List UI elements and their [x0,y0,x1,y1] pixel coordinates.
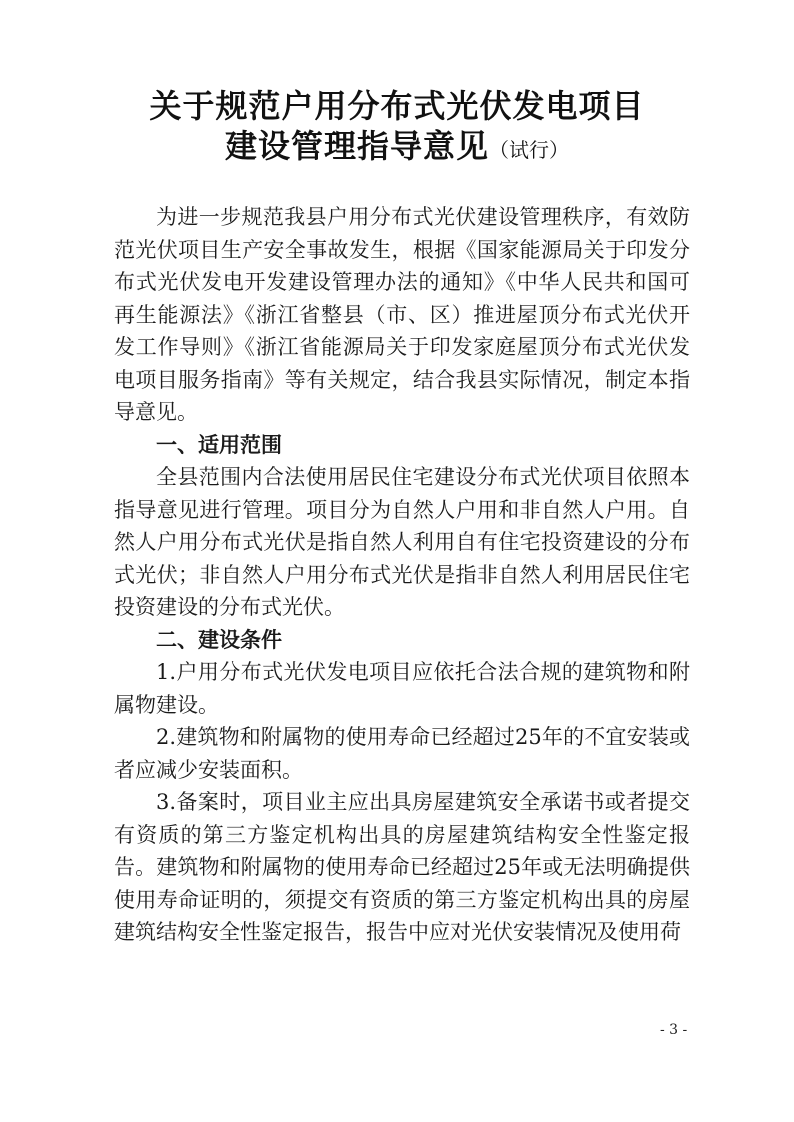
paragraph-condition-1: 1.户用分布式光伏发电项目应依托合法合规的建筑物和附属物建设。 [114,660,690,717]
section-heading-conditions: 二、建设条件 [156,627,282,652]
paragraph-condition-3: 3.备案时，项目业主应出具房屋建筑安全承诺书或者提交有资质的第三方鉴定机构出具的房屋建筑结构安全性鉴定报告。建筑物和附属物的使用寿命已经超过25年或无法明确提供使用寿命证明的，须提交有资质的第三方鉴定机构出具的房屋建筑结构安全性鉴定报告，报告中应对光伏安装情况及使用荷 [114,790,690,944]
title-line-1: 关于规范户用分布式光伏发电项目 [149,87,645,125]
paragraph-condition-2: 2.建筑物和附属物的使用寿命已经超过25年的不宜安装或者应减少安装面积。 [114,725,690,782]
title-main: 建设管理指导意见 [224,127,489,165]
body-text [114,201,690,949]
paragraph-intro: 为进一步规范我县户用分布式光伏建设管理秩序，有效防范光伏项目生产安全事故发生，根据《国家能源局关于印发分布式光伏发电开发建设管理办法的通知》《中华人民共和国可再生能源法》《浙江省整县（市、区）推进屋顶分布式光伏开发工作导则》《浙江省能源局关于印发家庭屋顶分布式光伏发电项目服务指南》等有关规定，结合我县实际情况，制定本指导意见。 [114,205,690,424]
title-suffix: （试行） [489,138,569,162]
section-heading-scope: 一、适用范围 [156,432,282,457]
title-line-2 [0,126,794,166]
paragraph-scope: 全县范围内合法使用居民住宅建设分布式光伏项目依照本指导意见进行管理。项目分为自然人户用和非自然人户用。自然人户用分布式光伏是指自然人利用自有住宅投资建设的分布式光伏；非自然人户用分布式光伏是指非自然人利用居民住宅投资建设的分布式光伏。 [114,465,690,619]
page-number: - 3 - [660,1022,688,1038]
document-title [0,86,794,166]
